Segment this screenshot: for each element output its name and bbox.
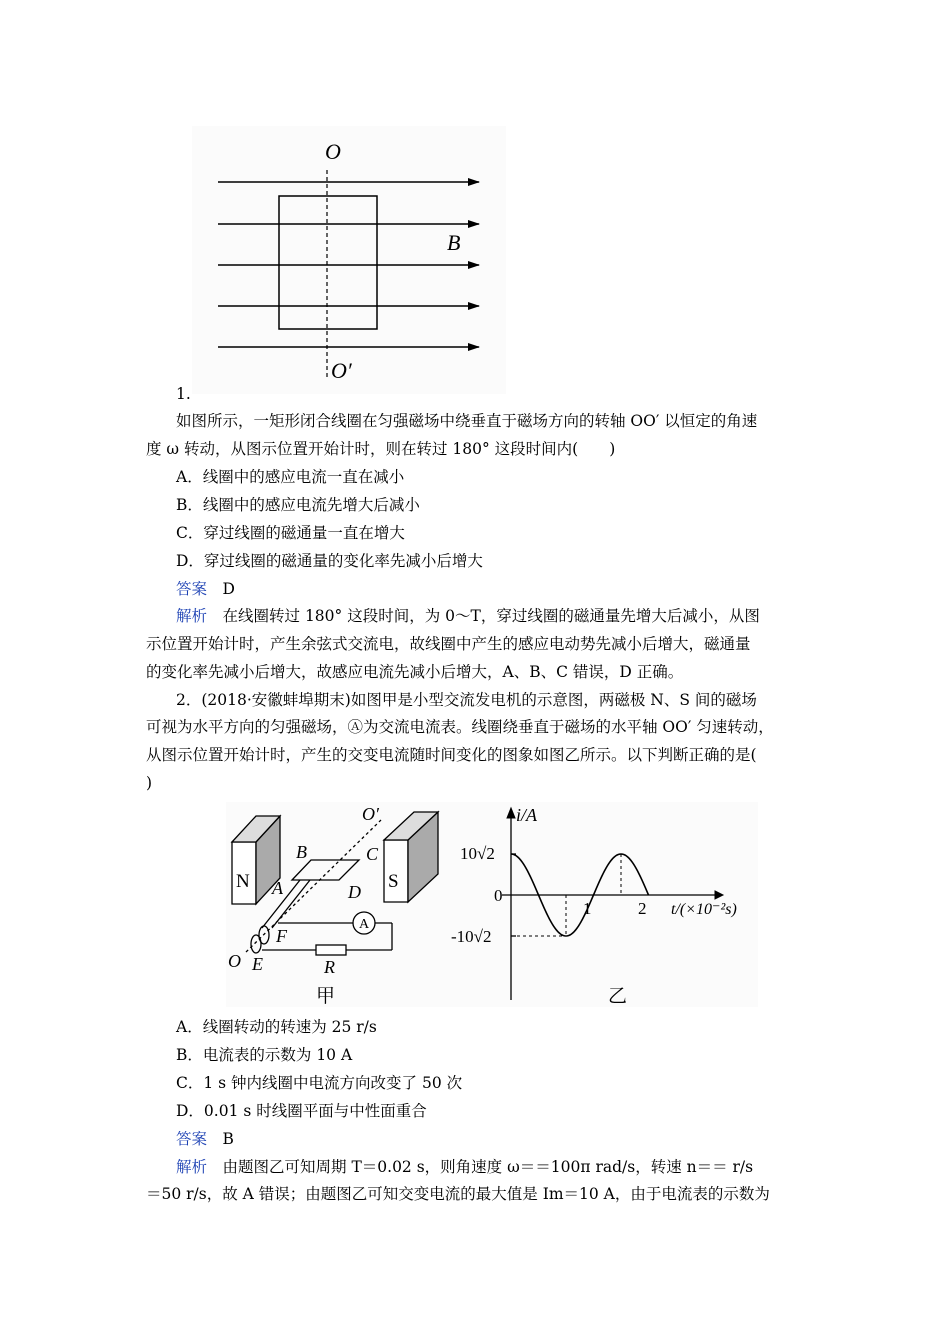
chart-y-tick-label: -10√2 bbox=[451, 927, 492, 946]
generator-diagram bbox=[232, 812, 438, 955]
caption-yi: 乙 bbox=[608, 986, 628, 1007]
q2-option-d: D．0.01 s 时线圈平面与中性面重合 bbox=[176, 1102, 427, 1120]
q2-stem-line: 可视为水平方向的匀强磁场，Ⓐ为交流电流表。线圈绕垂直于磁场的水平轴 OO′ 匀速转动， bbox=[146, 718, 774, 736]
q1-number: 1. bbox=[176, 385, 191, 403]
figure-generator-and-graph bbox=[226, 802, 758, 1007]
resistor-r bbox=[316, 945, 346, 955]
q1-stem-line: 度 ω 转动，从图示位置开始计时，则在转过 180° 这段时间内( ) bbox=[146, 440, 616, 458]
label-f: F bbox=[276, 926, 287, 946]
label-o: O bbox=[325, 139, 341, 164]
analysis-text: 在线圈转过 180° 这段时间，为 0～T，穿过线圈的磁通量先增大后减小，从图 bbox=[222, 607, 760, 625]
q1-option-c: C．穿过线圈的磁通量一直在增大 bbox=[176, 524, 405, 542]
chart-y-tick-label: 10√2 bbox=[460, 844, 495, 863]
label-a: A bbox=[272, 878, 283, 898]
q2-option-c: C．1 s 钟内线圈中电流方向改变了 50 次 bbox=[176, 1074, 463, 1092]
coil bbox=[279, 196, 377, 329]
chart-xlabel: t/(×10⁻²s) bbox=[671, 901, 737, 918]
label-o-prime: O′ bbox=[331, 358, 352, 383]
chart-axis-y-arrow bbox=[507, 808, 515, 818]
chart-ylabel: i/A bbox=[516, 805, 537, 825]
figure-coil-in-field bbox=[192, 126, 506, 394]
field-lines bbox=[218, 182, 479, 347]
q1-answer bbox=[176, 579, 856, 599]
q2-answer bbox=[176, 1129, 856, 1149]
q1-option-d: D．穿过线圈的磁通量的变化率先减小后增大 bbox=[176, 552, 483, 570]
caption-jia: 甲 bbox=[316, 986, 336, 1007]
label-d: D bbox=[348, 882, 361, 902]
label-n: N bbox=[236, 871, 250, 892]
q1-analysis bbox=[176, 606, 856, 626]
analysis-text: 由题图乙可知周期 T＝0.02 s，则角速度 ω＝＝100π rad/s，转速 n＝＝ r/s bbox=[222, 1158, 754, 1176]
q2-stem-line: 从图示位置开始计时，产生的交变电流随时间变化的图象如图乙所示。以下判断正确的是( bbox=[146, 746, 757, 764]
q1-analysis-line: 示位置开始计时，产生余弦式交流电，故线圈中产生的感应电动势先减小后增大，磁通量 bbox=[146, 635, 751, 653]
label-b: B bbox=[296, 842, 307, 862]
q2-analysis bbox=[176, 1157, 856, 1177]
label-e: E bbox=[252, 954, 263, 974]
coil-plane bbox=[292, 860, 359, 880]
label-o: O bbox=[228, 951, 241, 971]
chart-axis-x-arrow bbox=[715, 891, 723, 899]
q1-option-a: A．线圈中的感应电流一直在减小 bbox=[176, 468, 405, 486]
q2-stem-line: 2．(2018·安徽蚌埠期末)如图甲是小型交流发电机的示意图，两磁极 N、S 间的磁场 bbox=[176, 691, 757, 709]
q2-analysis-line: ＝50 r/s，故 A 错误；由题图乙可知交变电流的最大值是 Im＝10 A，由于电流表的示数为 bbox=[146, 1185, 770, 1203]
label-c: C bbox=[366, 844, 379, 864]
q2-stem-line: ) bbox=[146, 774, 153, 792]
chart-text bbox=[451, 805, 737, 1007]
label-b: B bbox=[447, 230, 461, 255]
answer-label: 答案 bbox=[176, 1130, 208, 1148]
analysis-label: 解析 bbox=[176, 607, 208, 625]
chart-x-tick-label: 2 bbox=[638, 899, 647, 918]
label-o-prime: O′ bbox=[362, 804, 379, 824]
chart-y-tick-label: 0 bbox=[494, 886, 503, 905]
slip-ring bbox=[251, 935, 261, 953]
answer-value: B bbox=[222, 1130, 234, 1148]
answer-label: 答案 bbox=[176, 580, 208, 598]
ammeter-symbol: A bbox=[359, 917, 370, 932]
q2-option-b: B．电流表的示数为 10 A bbox=[176, 1046, 353, 1064]
label-s: S bbox=[388, 871, 399, 892]
analysis-label: 解析 bbox=[176, 1158, 208, 1176]
q1-option-b: B．线圈中的感应电流先增大后减小 bbox=[176, 496, 420, 514]
answer-value: D bbox=[222, 580, 235, 598]
q1-analysis-line: 的变化率先减小后增大，故感应电流先减小后增大，A、B、C 错误，D 正确。 bbox=[146, 663, 684, 681]
chart-x-tick-label: 1 bbox=[583, 899, 592, 918]
q1-stem-line: 如图所示，一矩形闭合线圈在匀强磁场中绕垂直于磁场方向的转轴 OO′ 以恒定的角速 bbox=[176, 412, 758, 430]
label-r: R bbox=[324, 957, 335, 977]
q2-option-a: A．线圈转动的转速为 25 r/s bbox=[176, 1018, 377, 1036]
